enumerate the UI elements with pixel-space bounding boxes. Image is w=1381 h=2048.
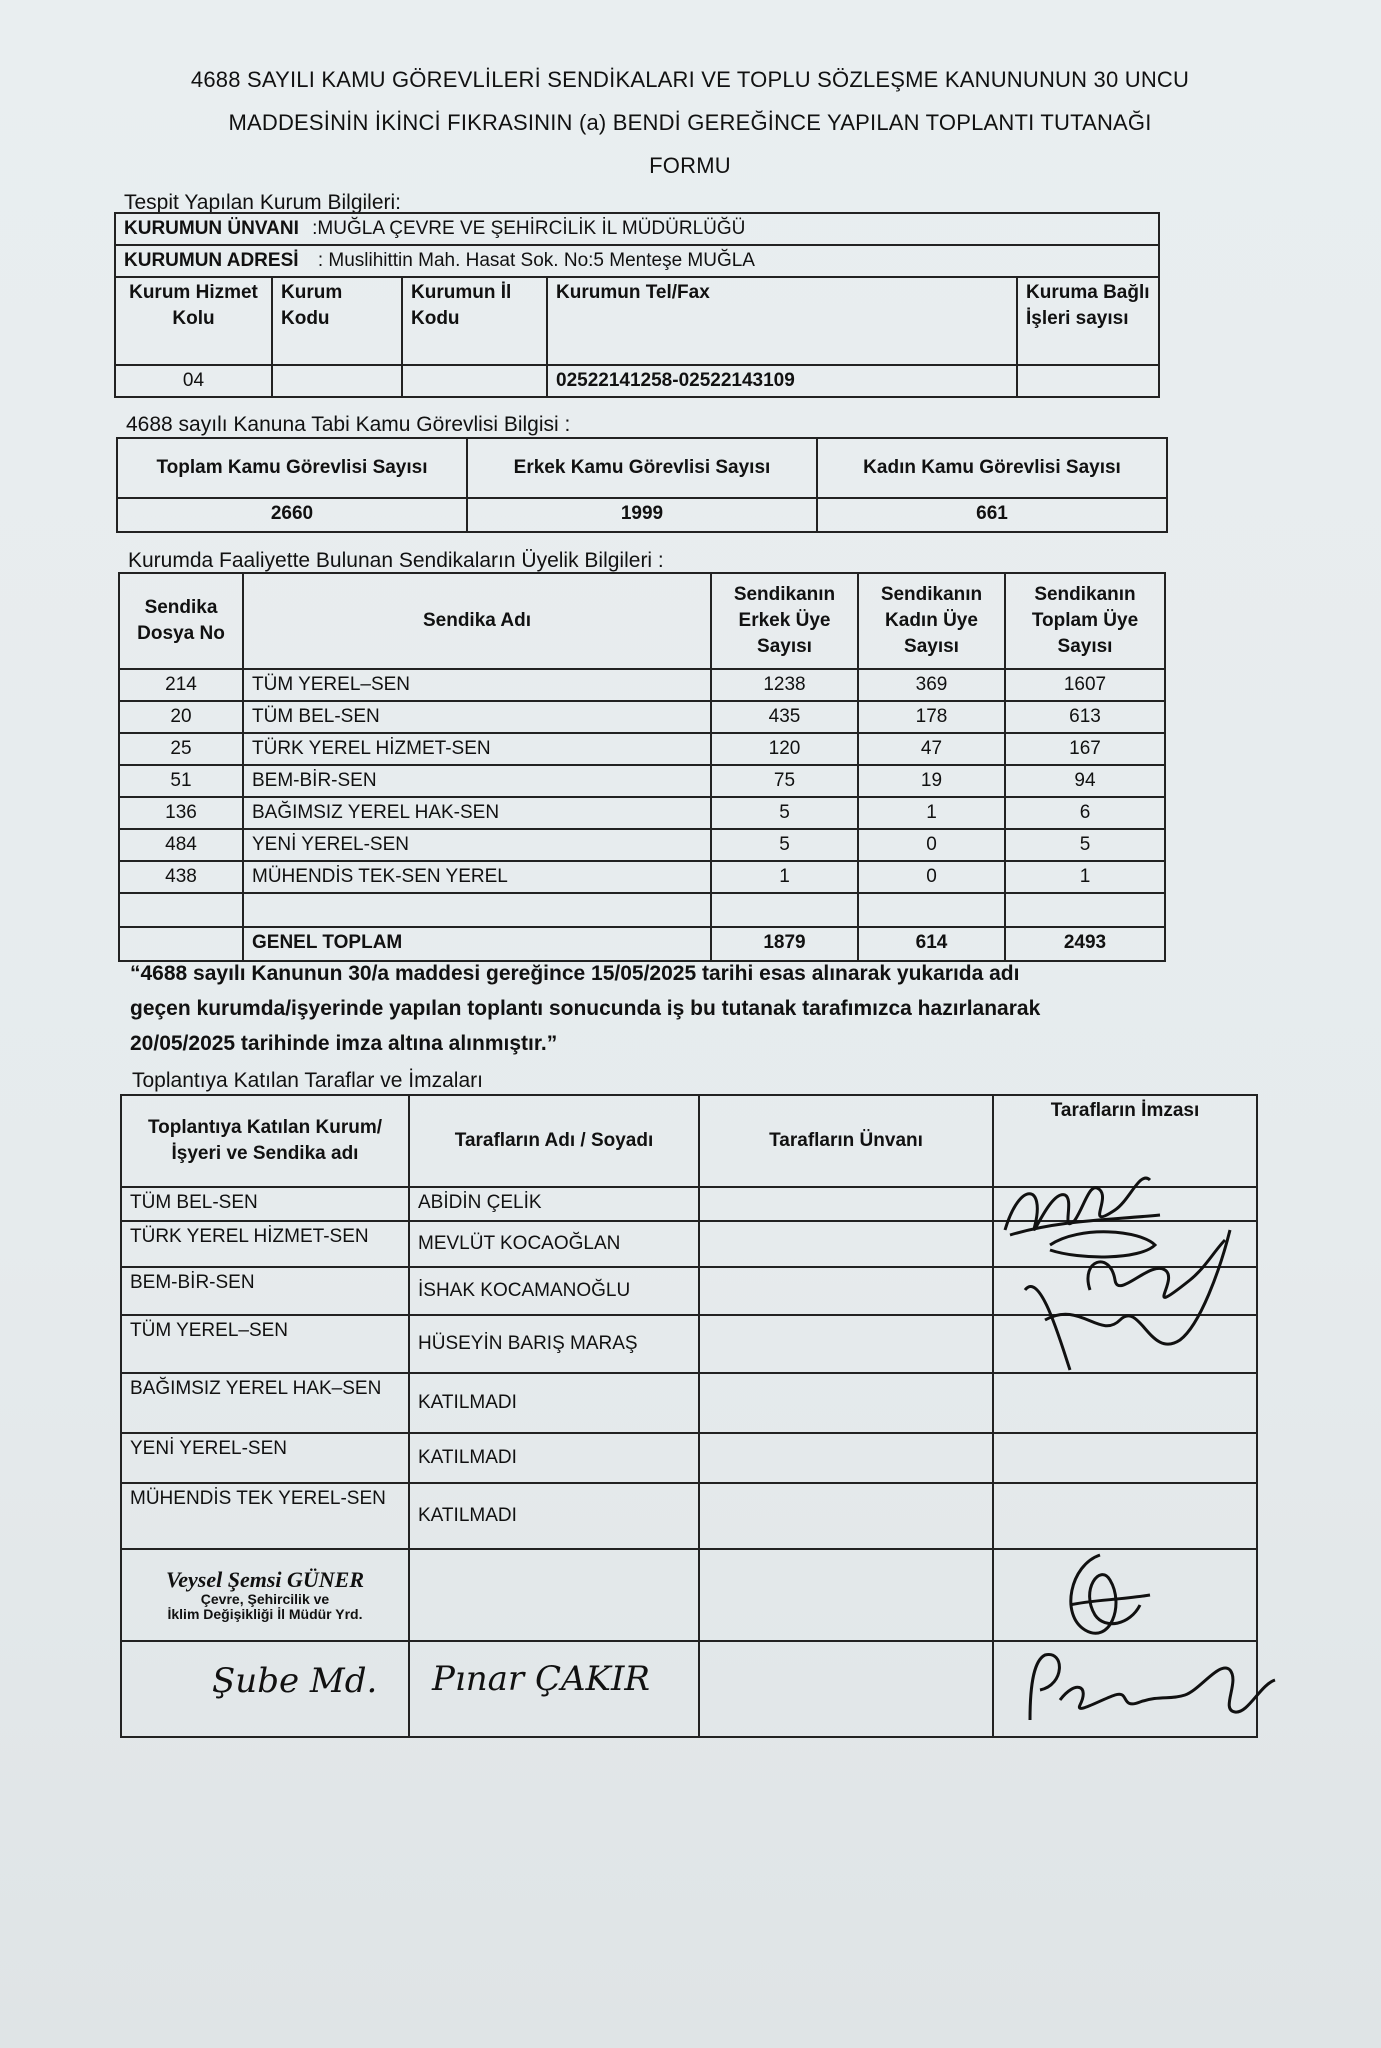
ad-cell: KATILMADI — [409, 1483, 699, 1549]
genel-kadin: 614 — [858, 927, 1005, 961]
handwritten-name: Pınar ÇAKIR — [432, 1659, 650, 1699]
erkek-uye-cell: 1 — [711, 861, 858, 893]
toplam-uye-cell: 1 — [1005, 861, 1165, 893]
sendika-adi-cell: BEM-BİR-SEN — [243, 765, 711, 797]
kadin-uye-cell: 19 — [858, 765, 1005, 797]
erkek-uye-cell: 75 — [711, 765, 858, 797]
empty-row — [119, 893, 1165, 927]
kurum-cell: TÜM YEREL–SEN — [121, 1315, 409, 1373]
header-hizmet-kolu: Kurum Hizmet Kolu — [115, 277, 272, 365]
signature-scribble-lower — [1020, 1640, 1280, 1740]
kurum-adres-value: : Muslihittin Mah. Hasat Sok. No:5 Menteşe MUĞLA — [317, 250, 755, 271]
toplam-uye-cell: 5 — [1005, 829, 1165, 861]
official-stamp — [121, 1549, 409, 1641]
stamp-name: Veysel Şemsi GÜNER — [166, 1567, 364, 1592]
ad-cell: HÜSEYİN BARIŞ MARAŞ — [409, 1315, 699, 1373]
ad-cell: KATILMADI — [409, 1373, 699, 1433]
kurum-cell: YENİ YEREL-SEN — [121, 1433, 409, 1483]
erkek-uye-cell: 120 — [711, 733, 858, 765]
gorevli-section-label: 4688 sayılı Kanuna Tabi Kamu Görevlisi Bilgisi : — [126, 413, 571, 436]
gorevli-table — [116, 437, 1168, 533]
dosya-no-cell: 136 — [119, 797, 243, 829]
header-imza: Tarafların İmzası — [993, 1095, 1257, 1187]
value-kadin-gorevli: 661 — [817, 498, 1167, 532]
ad-cell: İSHAK KOCAMANOĞLU — [409, 1267, 699, 1315]
value-bagli-isleri — [1017, 365, 1159, 397]
toplam-uye-cell: 6 — [1005, 797, 1165, 829]
uyelik-table — [118, 572, 1166, 962]
header-erkek-uye: Sendikanın Erkek Üye Sayısı — [711, 573, 858, 669]
value-kurum-kodu — [272, 365, 402, 397]
kadin-uye-cell: 369 — [858, 669, 1005, 701]
kadin-uye-cell: 0 — [858, 829, 1005, 861]
statement-line-3: 20/05/2025 tarihinde imza altına alınmıştır.” — [130, 1032, 558, 1055]
table-row — [119, 797, 1165, 829]
form-title — [110, 58, 1270, 187]
table-row — [119, 669, 1165, 701]
value-erkek-gorevli: 1999 — [467, 498, 817, 532]
dosya-no-cell: 25 — [119, 733, 243, 765]
title-line-2: MADDESİNİN İKİNCİ FIKRASININ (a) BENDİ GEREĞİNCE YAPILAN TOPLANTI TUTANAĞI — [228, 110, 1152, 135]
dosya-no-cell: 214 — [119, 669, 243, 701]
signature-scribble-upper — [990, 1150, 1250, 1390]
taraflar-section-label: Toplantıya Katılan Taraflar ve İmzaları — [132, 1069, 483, 1092]
kadin-uye-cell: 178 — [858, 701, 1005, 733]
value-tel-fax: 02522141258-02522143109 — [547, 365, 1017, 397]
erkek-uye-cell: 435 — [711, 701, 858, 733]
statement-line-2: geçen kurumda/işyerinde yapılan toplantı sonucunda iş bu tutanak tarafımızca hazırlanarak — [130, 997, 1041, 1020]
header-erkek-gorevli: Erkek Kamu Görevlisi Sayısı — [467, 438, 817, 498]
dosya-no-cell: 484 — [119, 829, 243, 861]
dosya-no-cell: 438 — [119, 861, 243, 893]
title-line-1: 4688 SAYILI KAMU GÖREVLİLERİ SENDİKALARI VE TOPLU SÖZLEŞME KANUNUNUN 30 UNCU — [190, 67, 1190, 92]
kadin-uye-cell: 1 — [858, 797, 1005, 829]
value-toplam-gorevli: 2660 — [117, 498, 467, 532]
statement-text — [130, 956, 1170, 1061]
table-row — [119, 861, 1165, 893]
handwritten-title: Şube Md. — [212, 1661, 378, 1701]
header-unvan: Tarafların Ünvanı — [699, 1095, 993, 1187]
sendika-adi-cell: YENİ YEREL-SEN — [243, 829, 711, 861]
table-row — [121, 1433, 1257, 1483]
table-row — [119, 701, 1165, 733]
kurum-unvan-value: :MUĞLA ÇEVRE VE ŞEHİRCİLİK İL MÜDÜRLÜĞÜ — [312, 218, 746, 239]
kurum-cell: TÜRK YEREL HİZMET-SEN — [121, 1221, 409, 1267]
kurum-cell: TÜM BEL-SEN — [121, 1187, 409, 1221]
sendika-adi-cell: TÜM BEL-SEN — [243, 701, 711, 733]
erkek-uye-cell: 1238 — [711, 669, 858, 701]
toplam-uye-cell: 167 — [1005, 733, 1165, 765]
value-hizmet-kolu: 04 — [115, 365, 272, 397]
kurum-cell: BAĞIMSIZ YEREL HAK–SEN — [121, 1373, 409, 1433]
sendika-adi-cell: BAĞIMSIZ YEREL HAK-SEN — [243, 797, 711, 829]
ad-cell: MEVLÜT KOCAOĞLAN — [409, 1221, 699, 1267]
ad-cell: KATILMADI — [409, 1433, 699, 1483]
dosya-no-cell: 20 — [119, 701, 243, 733]
header-ad-soyad: Tarafların Adı / Soyadı — [409, 1095, 699, 1187]
header-kurum-sendika: Toplantıya Katılan Kurum/İşyeri ve Sendika adı — [121, 1095, 409, 1187]
table-row — [119, 733, 1165, 765]
kurum-table — [114, 212, 1160, 398]
uyelik-section-label: Kurumda Faaliyette Bulunan Sendikaların Üyelik Bilgileri : — [128, 549, 664, 572]
stamp-line-2: İklim Değişikliği İl Müdür Yrd. — [167, 1606, 363, 1622]
kurum-unvan-label: KURUMUN ÜNVANI — [124, 218, 299, 239]
toplam-uye-cell: 613 — [1005, 701, 1165, 733]
kurum-adres-label: KURUMUN ADRESİ — [124, 250, 299, 271]
table-row — [119, 765, 1165, 797]
kadin-uye-cell: 47 — [858, 733, 1005, 765]
header-toplam-uye: Sendikanın Toplam Üye Sayısı — [1005, 573, 1165, 669]
header-sendika-adi: Sendika Adı — [243, 573, 711, 669]
title-line-3: FORMU — [649, 153, 731, 178]
kurum-unvan-row — [115, 213, 1159, 245]
sendika-adi-cell: MÜHENDİS TEK-SEN YEREL — [243, 861, 711, 893]
genel-toplam-label: GENEL TOPLAM — [243, 927, 711, 961]
kurum-section-label: Tespit Yapılan Kurum Bilgileri: — [124, 191, 402, 214]
kurum-adres-row — [115, 245, 1159, 277]
header-bagli-isleri: Kuruma Bağlı İşleri sayısı — [1017, 277, 1159, 365]
header-kurum-kodu: Kurum Kodu — [272, 277, 402, 365]
statement-line-1: “4688 sayılı Kanunun 30/a maddesi gereğince 15/05/2025 tarihi esas alınarak yukarıda adı — [130, 962, 1020, 985]
header-tel-fax: Kurumun Tel/Fax — [547, 277, 1017, 365]
table-row — [121, 1483, 1257, 1549]
genel-toplam: 2493 — [1005, 927, 1165, 961]
table-row — [119, 829, 1165, 861]
toplam-uye-cell: 94 — [1005, 765, 1165, 797]
sendika-adi-cell: TÜRK YEREL HİZMET-SEN — [243, 733, 711, 765]
header-il-kodu: Kurumun İl Kodu — [402, 277, 547, 365]
value-il-kodu — [402, 365, 547, 397]
erkek-uye-cell: 5 — [711, 829, 858, 861]
erkek-uye-cell: 5 — [711, 797, 858, 829]
kadin-uye-cell: 0 — [858, 861, 1005, 893]
ad-cell: ABİDİN ÇELİK — [409, 1187, 699, 1221]
sendika-adi-cell: TÜM YEREL–SEN — [243, 669, 711, 701]
header-kadin-uye: Sendikanın Kadın Üye Sayısı — [858, 573, 1005, 669]
genel-erkek: 1879 — [711, 927, 858, 961]
stamp-line-1: Çevre, Şehircilik ve — [200, 1591, 330, 1607]
kurum-cell: MÜHENDİS TEK YEREL-SEN — [121, 1483, 409, 1549]
header-toplam-gorevli: Toplam Kamu Görevlisi Sayısı — [117, 438, 467, 498]
kurum-cell: BEM-BİR-SEN — [121, 1267, 409, 1315]
header-kadin-gorevli: Kadın Kamu Görevlisi Sayısı — [817, 438, 1167, 498]
dosya-no-cell: 51 — [119, 765, 243, 797]
toplam-uye-cell: 1607 — [1005, 669, 1165, 701]
header-dosya-no: Sendika Dosya No — [119, 573, 243, 669]
